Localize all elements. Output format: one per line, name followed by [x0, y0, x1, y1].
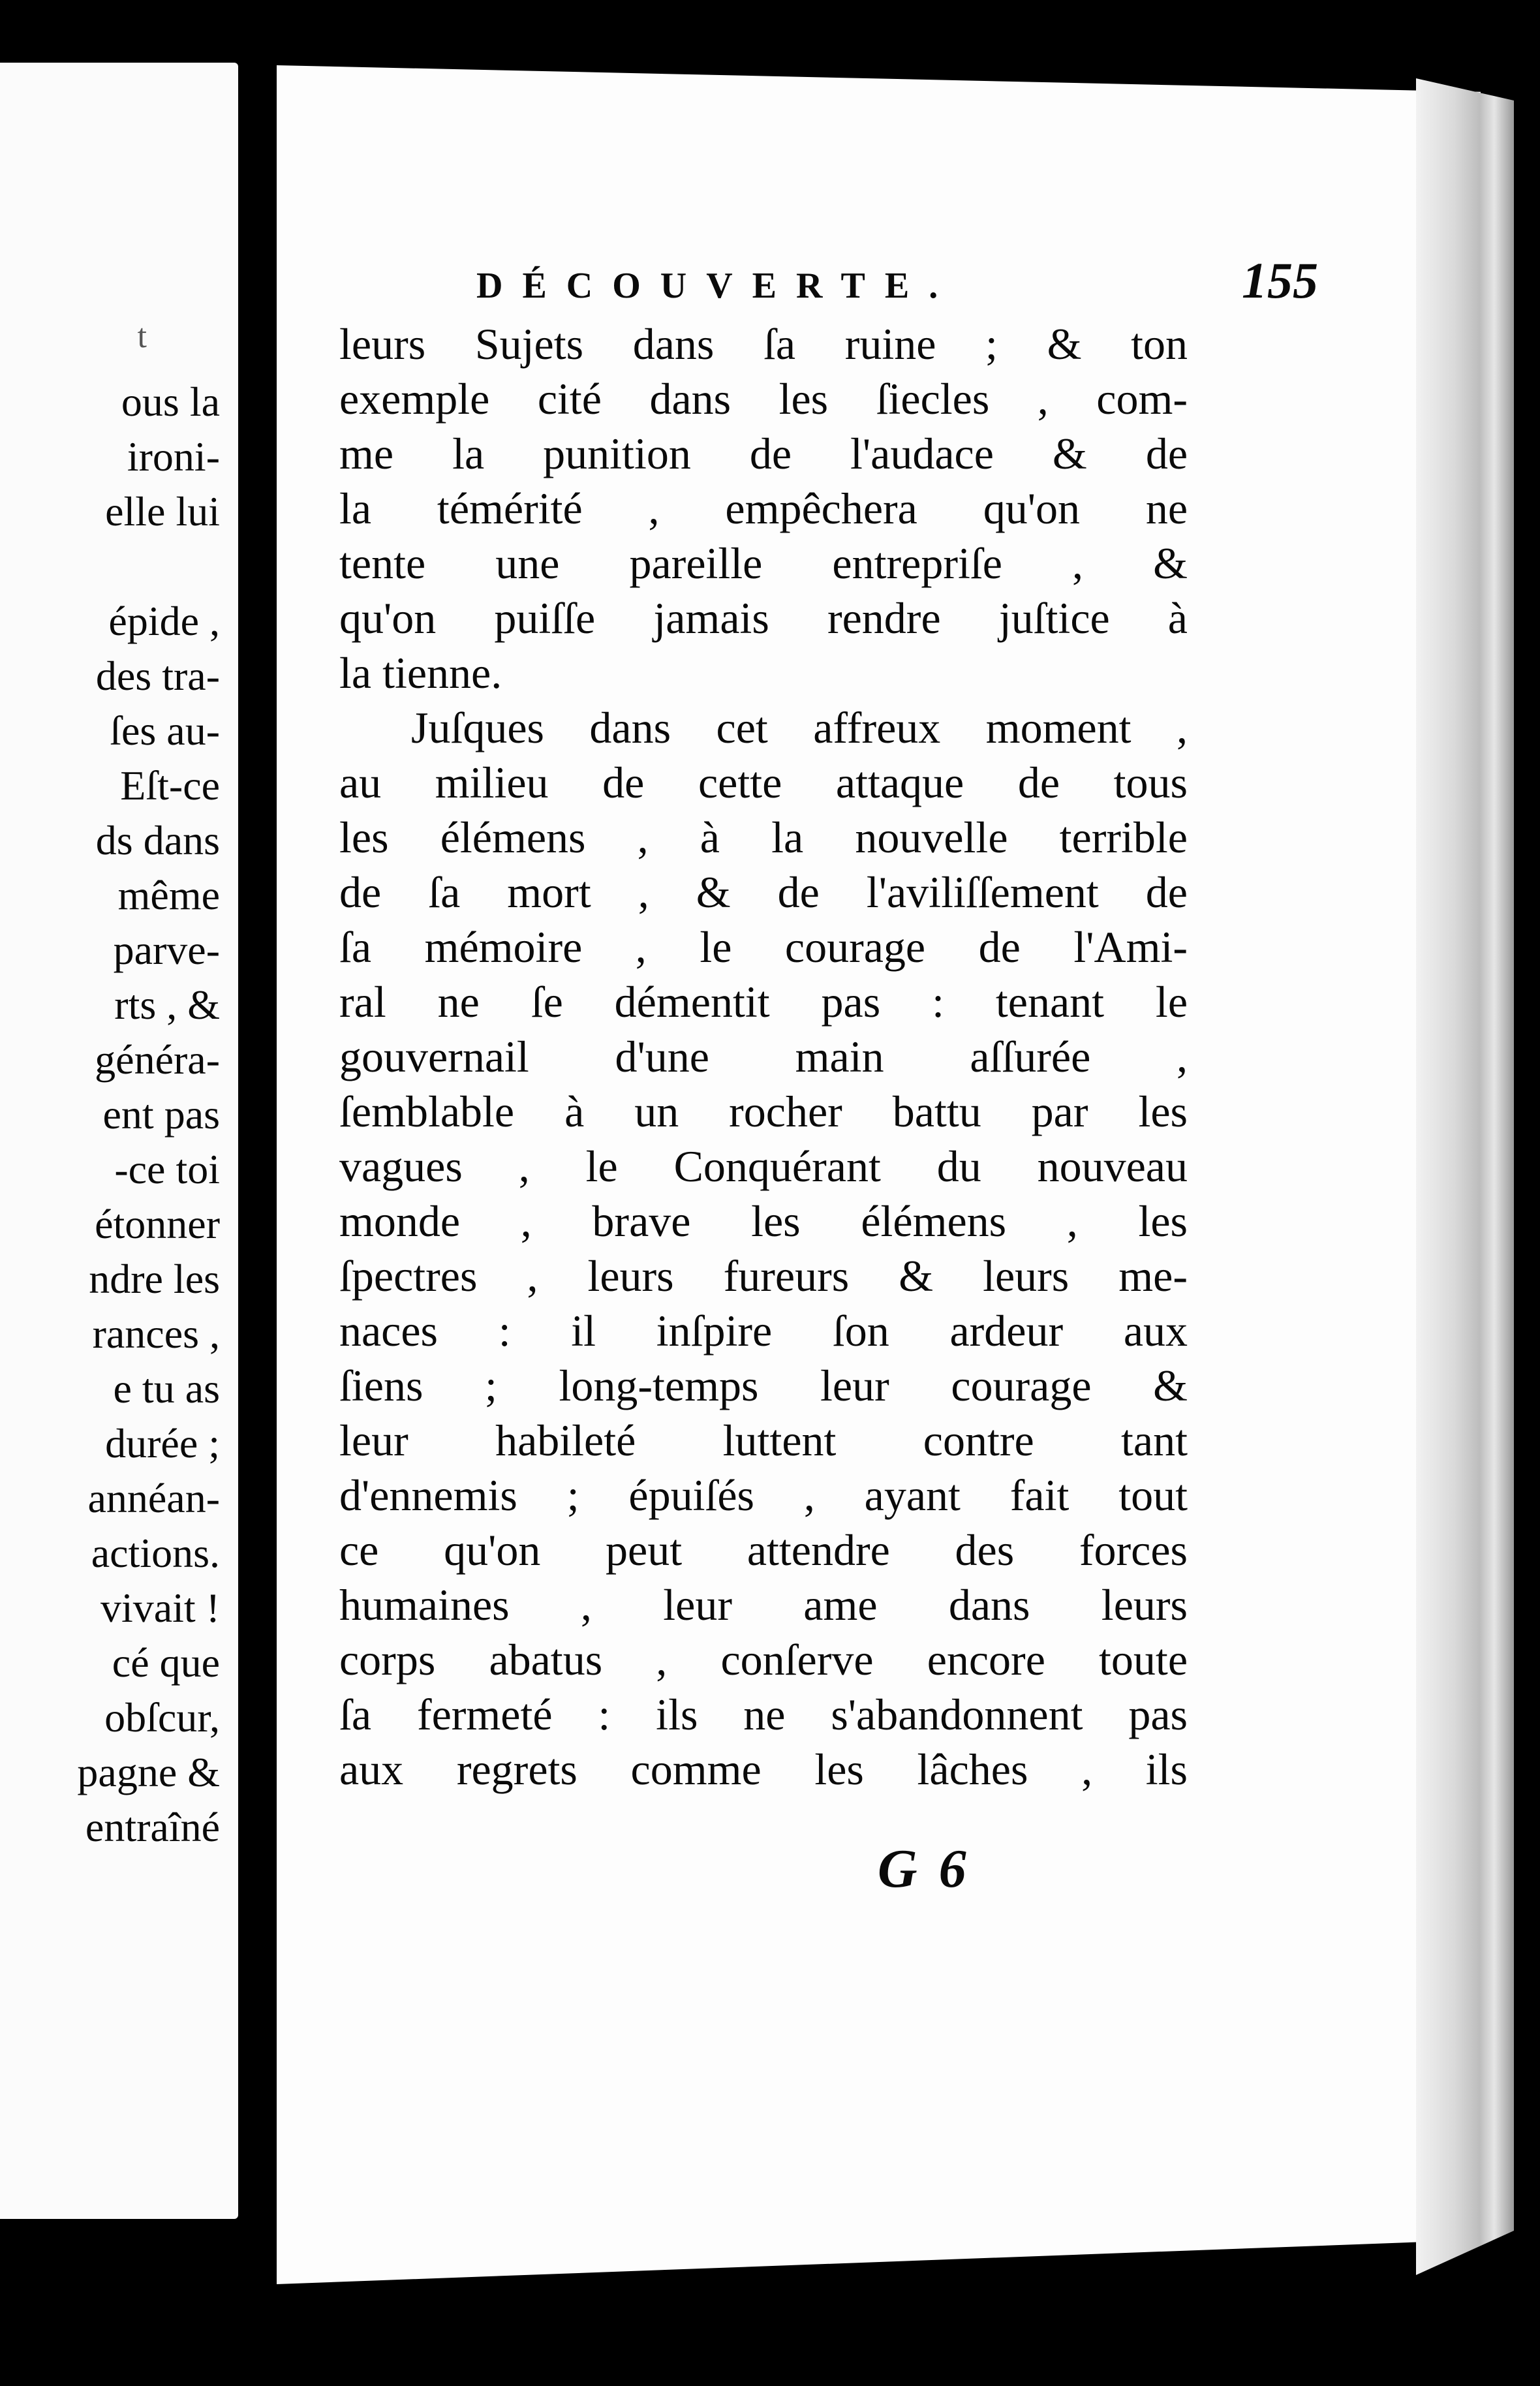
- text-line: la témérité , empêchera qu'on ne: [339, 484, 1188, 533]
- left-page-line: durée ;: [105, 1420, 220, 1466]
- text-line: qu'on puiſſe jamais rendre juſtice à: [339, 593, 1188, 643]
- text-line: les élémens , à la nouvelle terrible: [339, 813, 1188, 862]
- text-line: leur habileté luttent contre tant: [339, 1416, 1188, 1465]
- left-page-line: Eſt-ce: [120, 762, 220, 809]
- left-page-line: annéan-: [87, 1475, 220, 1521]
- text-line: ſemblable à un rocher battu par les: [339, 1087, 1188, 1136]
- text-line: leurs Sujets dans ſa ruine ; & ton: [339, 319, 1188, 369]
- text-line: ſa fermeté : ils ne s'abandonnent pas: [339, 1690, 1188, 1739]
- signature-mark: G 6: [878, 1838, 970, 1899]
- left-page-line: e tu as: [113, 1365, 220, 1412]
- left-page-line: actions.: [91, 1530, 220, 1576]
- text-line: de ſa mort , & de l'aviliſſement de: [339, 867, 1188, 917]
- left-page-line: ironi-: [127, 433, 220, 480]
- left-page-line: étonner: [95, 1201, 220, 1247]
- text-line: naces : il inſpire ſon ardeur aux: [339, 1306, 1188, 1356]
- text-line: au milieu de cette attaque de tous: [339, 758, 1188, 807]
- left-page-text: [77, 375, 220, 1855]
- text-line: d'ennemis ; épuiſés , ayant fait tout: [339, 1470, 1188, 1520]
- text-line: ſpectres , leurs fureurs & leurs me-: [339, 1251, 1188, 1301]
- page-edges: [1416, 78, 1514, 2297]
- left-page-line: vivait !: [100, 1585, 220, 1631]
- text-line: vagues , le Conquérant du nouveau: [339, 1141, 1188, 1191]
- text-line: gouvernail d'une main aſſurée ,: [339, 1032, 1188, 1081]
- text-line: ce qu'on peut attendre des forces: [339, 1525, 1188, 1575]
- left-page-line: même: [117, 872, 220, 918]
- left-page-line: épide ,: [108, 598, 220, 644]
- left-page-line: pagne &: [77, 1749, 220, 1795]
- left-page-mark: t: [137, 318, 147, 355]
- left-page-line: ent pas: [102, 1091, 220, 1138]
- body-text: [339, 317, 1188, 1797]
- text-line: la tienne.: [339, 648, 502, 698]
- left-page-line: rances ,: [92, 1310, 220, 1357]
- page-header: [476, 251, 1318, 317]
- left-page-line: ds dans: [95, 817, 220, 863]
- left-page-line: entraîné: [85, 1804, 220, 1850]
- text-line: ſa mémoire , le courage de l'Ami-: [339, 922, 1188, 972]
- text-line: monde , brave les élémens , les: [339, 1196, 1188, 1246]
- left-page-line: parve-: [113, 927, 220, 973]
- left-page-line: des tra-: [95, 653, 220, 699]
- running-head: DÉCOUVERTE.: [476, 266, 958, 306]
- left-page-line: obſcur,: [104, 1694, 220, 1741]
- left-page-line: [77, 539, 220, 594]
- left-page-line: cé que: [112, 1639, 220, 1686]
- text-line: ſiens ; long-temps leur courage &: [339, 1361, 1188, 1410]
- page-number: 155: [1242, 252, 1318, 309]
- left-page-line: -ce toi: [114, 1146, 220, 1192]
- text-line: Juſques dans cet affreux moment ,: [411, 703, 1188, 752]
- left-page-line: ſes au-: [110, 707, 220, 754]
- text-line: me la punition de l'audace & de: [339, 429, 1188, 478]
- text-line: tente une pareille entrepriſe , &: [339, 538, 1188, 588]
- left-page-line: elle lui: [105, 488, 220, 535]
- left-page-line: généra-: [95, 1036, 220, 1083]
- text-line: ral ne ſe démentit pas : tenant le: [339, 977, 1188, 1027]
- text-line: aux regrets comme les lâches , ils: [339, 1744, 1188, 1794]
- left-page-line: rts , &: [114, 982, 220, 1028]
- left-page-line: ous la: [121, 379, 220, 425]
- text-line: exemple cité dans les ſiecles , com-: [339, 374, 1188, 424]
- left-page-line: ndre les: [89, 1256, 220, 1302]
- right-page-text: [339, 251, 1318, 1797]
- text-line: humaines , leur ame dans leurs: [339, 1580, 1188, 1630]
- left-page: [0, 63, 238, 2219]
- text-line: corps abatus , conſerve encore toute: [339, 1635, 1188, 1684]
